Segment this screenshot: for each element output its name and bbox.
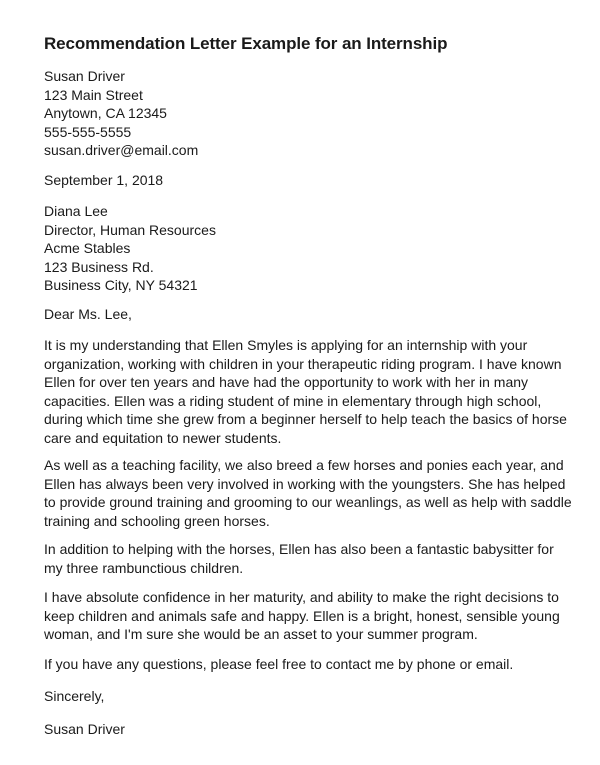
body-paragraph-5: If you have any questions, please feel free to contact me by phone or email. xyxy=(44,656,514,672)
recipient-name: Diana Lee xyxy=(44,203,108,219)
signature-name: Susan Driver xyxy=(44,721,125,737)
recipient-city-line: Business City, NY 54321 xyxy=(44,277,198,294)
closing-block xyxy=(44,687,104,706)
salutation: Dear Ms. Lee, xyxy=(44,306,132,322)
sender-phone: 555-555-5555 xyxy=(44,123,132,140)
body-paragraph-1: It is my understanding that Ellen Smyles is applying for an internship with your organization, working with children in your therapeutic riding program. I have known Ellen for over ten years and have had the opportunity to work with her in many capacities. Ellen was a riding student of mine in elementary through high school, during which time she grew from a beginner herself to help teach the basics of horse care and equitation to newer students. xyxy=(44,337,567,446)
sender-city-line: Anytown, CA 12345 xyxy=(44,105,167,122)
sender-name: Susan Driver xyxy=(44,68,125,84)
letter-date: September 1, 2018 xyxy=(44,172,164,188)
recipient-address-block xyxy=(44,202,216,295)
closing: Sincerely, xyxy=(44,688,105,704)
signature-block xyxy=(44,720,125,739)
document-title: Recommendation Letter Example for an Internship xyxy=(44,34,448,53)
recipient-company: Acme Stables xyxy=(44,240,131,257)
recipient-position: Director, Human Resources xyxy=(44,221,216,238)
salutation-block xyxy=(44,305,132,324)
body-paragraph-4: I have absolute confidence in her maturity, and ability to make the right decisions to keep children and animals safe and happy. Ellen is a bright, honest, sensible young woman, and I'm sure she would be an asset to your summer program. xyxy=(44,589,560,643)
letter-date-block xyxy=(44,171,163,190)
body-paragraph-2: As well as a teaching facility, we also breed a few horses and ponies each year, and Ellen has always been very involved in working with the youngsters. She has helped to provide ground training and grooming to our weanlings, as well as help with saddle training and schooling green horses. xyxy=(44,457,572,529)
sender-email: susan.driver@email.com xyxy=(44,142,199,159)
body-paragraph-3: In addition to helping with the horses, Ellen has also been a fantastic babysitter for my three rambunctious children. xyxy=(44,541,554,576)
sender-street: 123 Main Street xyxy=(44,86,143,103)
sender-address-block xyxy=(44,67,198,160)
recipient-street: 123 Business Rd. xyxy=(44,258,154,275)
